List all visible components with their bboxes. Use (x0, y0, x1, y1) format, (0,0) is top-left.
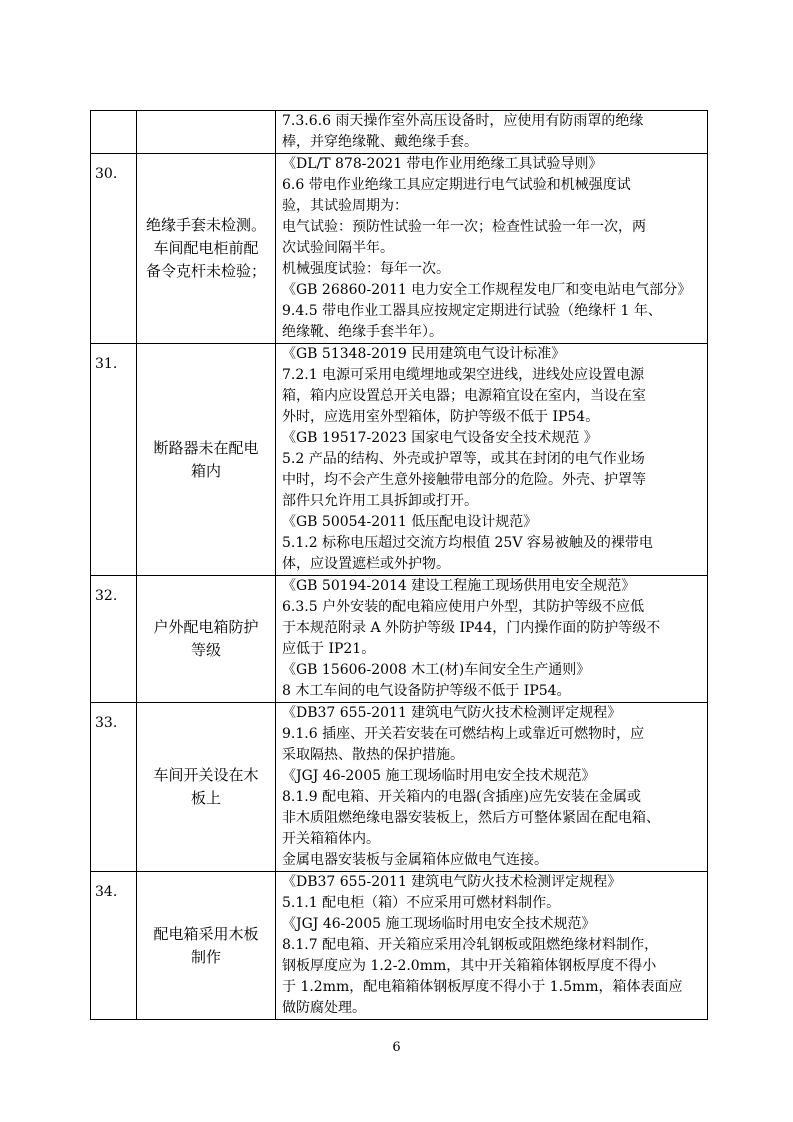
regulation-cell (276, 872, 708, 1020)
issue-line: 绝缘手套未检测。 (145, 216, 266, 234)
row-number: 32. (91, 576, 137, 703)
regulation-line: 外时，应选用室外型箱体，防护等级不低于 IP54。 (282, 409, 600, 425)
table-row (91, 111, 708, 154)
issue-line: 板上 (190, 789, 221, 807)
regulation-line: 《JGJ 46-2005 施工现场临时用电安全技术规范》 (282, 916, 596, 932)
issue-cell (137, 872, 276, 1020)
regulation-line: 次试验间隔半年。 (282, 240, 394, 256)
regulation-line: 《DB37 655-2011 建筑电气防火技术检测评定规程》 (282, 874, 622, 890)
regulation-line: 7.2.1 电源可采用电缆埋地或架空进线，进线处应设置电源 (282, 367, 645, 383)
regulation-table (90, 110, 708, 1020)
table-row (91, 154, 708, 344)
regulation-line: 《GB 15606-2008 木工(材)车间安全生产通则》 (282, 662, 591, 678)
row-number (91, 111, 137, 154)
regulation-line: 5.1.1 配电柜（箱）不应采用可燃材料制作。 (282, 895, 561, 911)
regulation-line: 钢板厚度应为 1.2-2.0mm，其中开关箱箱体钢板厚度不得小 (282, 958, 657, 974)
issue-line: 户外配电箱防护 (153, 618, 259, 636)
row-number: 31. (91, 344, 137, 576)
regulation-line: 8.1.7 配电箱、开关箱应采用冷轧钢板或阻燃绝缘材料制作， (282, 937, 659, 953)
table-row (91, 576, 708, 703)
regulation-line: 《GB 50194-2014 建设工程施工现场供用电安全规范》 (282, 578, 636, 594)
regulation-line: 6.6 带电作业绝缘工具应定期进行电气试验和机械强度试 (282, 177, 631, 193)
regulation-line: 《DL/T 878-2021 带电作业用绝缘工具试验导则》 (282, 156, 603, 172)
table-row (91, 703, 708, 872)
row-number: 33. (91, 703, 137, 872)
issue-line: 制作 (190, 947, 221, 966)
regulation-line: 于本规范附录 A 外防护等级 IP44，门内操作面的防护等级不 (282, 620, 661, 636)
issue-cell (137, 576, 276, 703)
regulation-line: 应低于 IP21。 (282, 641, 376, 657)
issue-line: 车间开关设在木 (153, 766, 259, 784)
regulation-line: 开关箱箱体内。 (282, 831, 380, 847)
regulation-line: 机械强度试验：每年一次。 (282, 261, 450, 277)
regulation-line: 棒，并穿绝缘靴、戴绝缘手套。 (282, 134, 478, 150)
regulation-line: 电气试验：预防性试验一年一次；检查性试验一年一次，两 (282, 219, 646, 235)
issue-cell (137, 154, 276, 344)
regulation-line: 金属电器安装板与金属箱体应做电气连接。 (282, 852, 548, 868)
issue-line: 等级 (190, 641, 221, 659)
regulation-line: 7.3.6.6 雨天操作室外高压设备时，应使用有防雨罩的绝缘 (282, 113, 644, 129)
table-body (91, 111, 708, 1020)
regulation-line: 验，其试验周期为： (282, 198, 408, 214)
issue-cell (137, 344, 276, 576)
regulation-cell (276, 154, 708, 344)
regulation-line: 《GB 26860-2011 电力安全工作规程发电厂和变电站电气部分》 (282, 282, 692, 298)
row-number: 30. (91, 154, 137, 344)
regulation-line: 《GB 19517-2023 国家电气设备安全技术规范 》 (282, 430, 598, 446)
regulation-line: 采取隔热、散热的保护措施。 (282, 747, 464, 763)
regulation-cell (276, 576, 708, 703)
table-row (91, 344, 708, 576)
regulation-line: 中时，均不会产生意外接触带电部分的危险。外壳、护罩等 (282, 472, 646, 488)
regulation-line: 《JGJ 46-2005 施工现场临时用电安全技术规范》 (282, 768, 596, 784)
regulation-line: 6.3.5 户外安装的配电箱应使用户外型，其防护等级不应低 (282, 599, 645, 615)
issue-line: 箱内 (190, 461, 221, 480)
regulation-line: 8 木工车间的电气设备防护等级不低于 IP54。 (282, 683, 571, 699)
regulation-line: 《GB 51348-2019 民用建筑电气设计标准》 (282, 346, 566, 362)
regulation-line: 非木质阻燃绝缘电器安装板上，然后方可整体紧固在配电箱、 (282, 810, 660, 826)
issue-line: 车间配电柜前配 (153, 239, 259, 257)
issue-cell (137, 111, 276, 154)
regulation-line: 9.1.6 插座、开关若安装在可燃结构上或靠近可燃物时，应 (282, 726, 645, 742)
issue-cell (137, 703, 276, 872)
regulation-line: 5.1.2 标称电压超过交流方均根值 25V 容易被触及的裸带电 (282, 535, 653, 551)
regulation-line: 《GB 50054-2011 低压配电设计规范》 (282, 514, 538, 530)
regulation-line: 5.2 产品的结构、外壳或护罩等，或其在封闭的电气作业场 (282, 451, 645, 467)
regulation-line: 8.1.9 配电箱、开关箱内的电器(含插座)应先安装在金属或 (282, 789, 641, 805)
issue-line: 断路器未在配电 (153, 438, 259, 457)
regulation-line: 部件只允许用工具拆卸或打开。 (282, 493, 478, 509)
regulation-cell (276, 344, 708, 576)
regulation-line: 于 1.2mm，配电箱箱体钢板厚度不得小于 1.5mm，箱体表面应 (282, 979, 683, 995)
regulation-cell (276, 111, 708, 154)
regulation-cell (276, 703, 708, 872)
issue-line: 配电箱采用木板 (153, 924, 259, 943)
regulation-line: 《DB37 655-2011 建筑电气防火技术检测评定规程》 (282, 705, 622, 721)
page-number: 6 (392, 1040, 401, 1055)
regulation-line: 体，应设置遮栏或外护物。 (282, 556, 450, 572)
issue-line: 备令克杆未检验； (145, 262, 266, 280)
regulation-line: 箱，箱内应设置总开关电器；电源箱宜设在室内，当设在室 (282, 388, 646, 404)
regulation-line: 绝缘靴、绝缘手套半年）。 (282, 324, 443, 340)
regulation-line: 做防腐处理。 (282, 1000, 366, 1016)
regulation-line: 9.4.5 带电作业工器具应按规定定期进行试验（绝缘杆 1 年、 (282, 303, 662, 319)
row-number: 34. (91, 872, 137, 1020)
table-row (91, 872, 708, 1020)
